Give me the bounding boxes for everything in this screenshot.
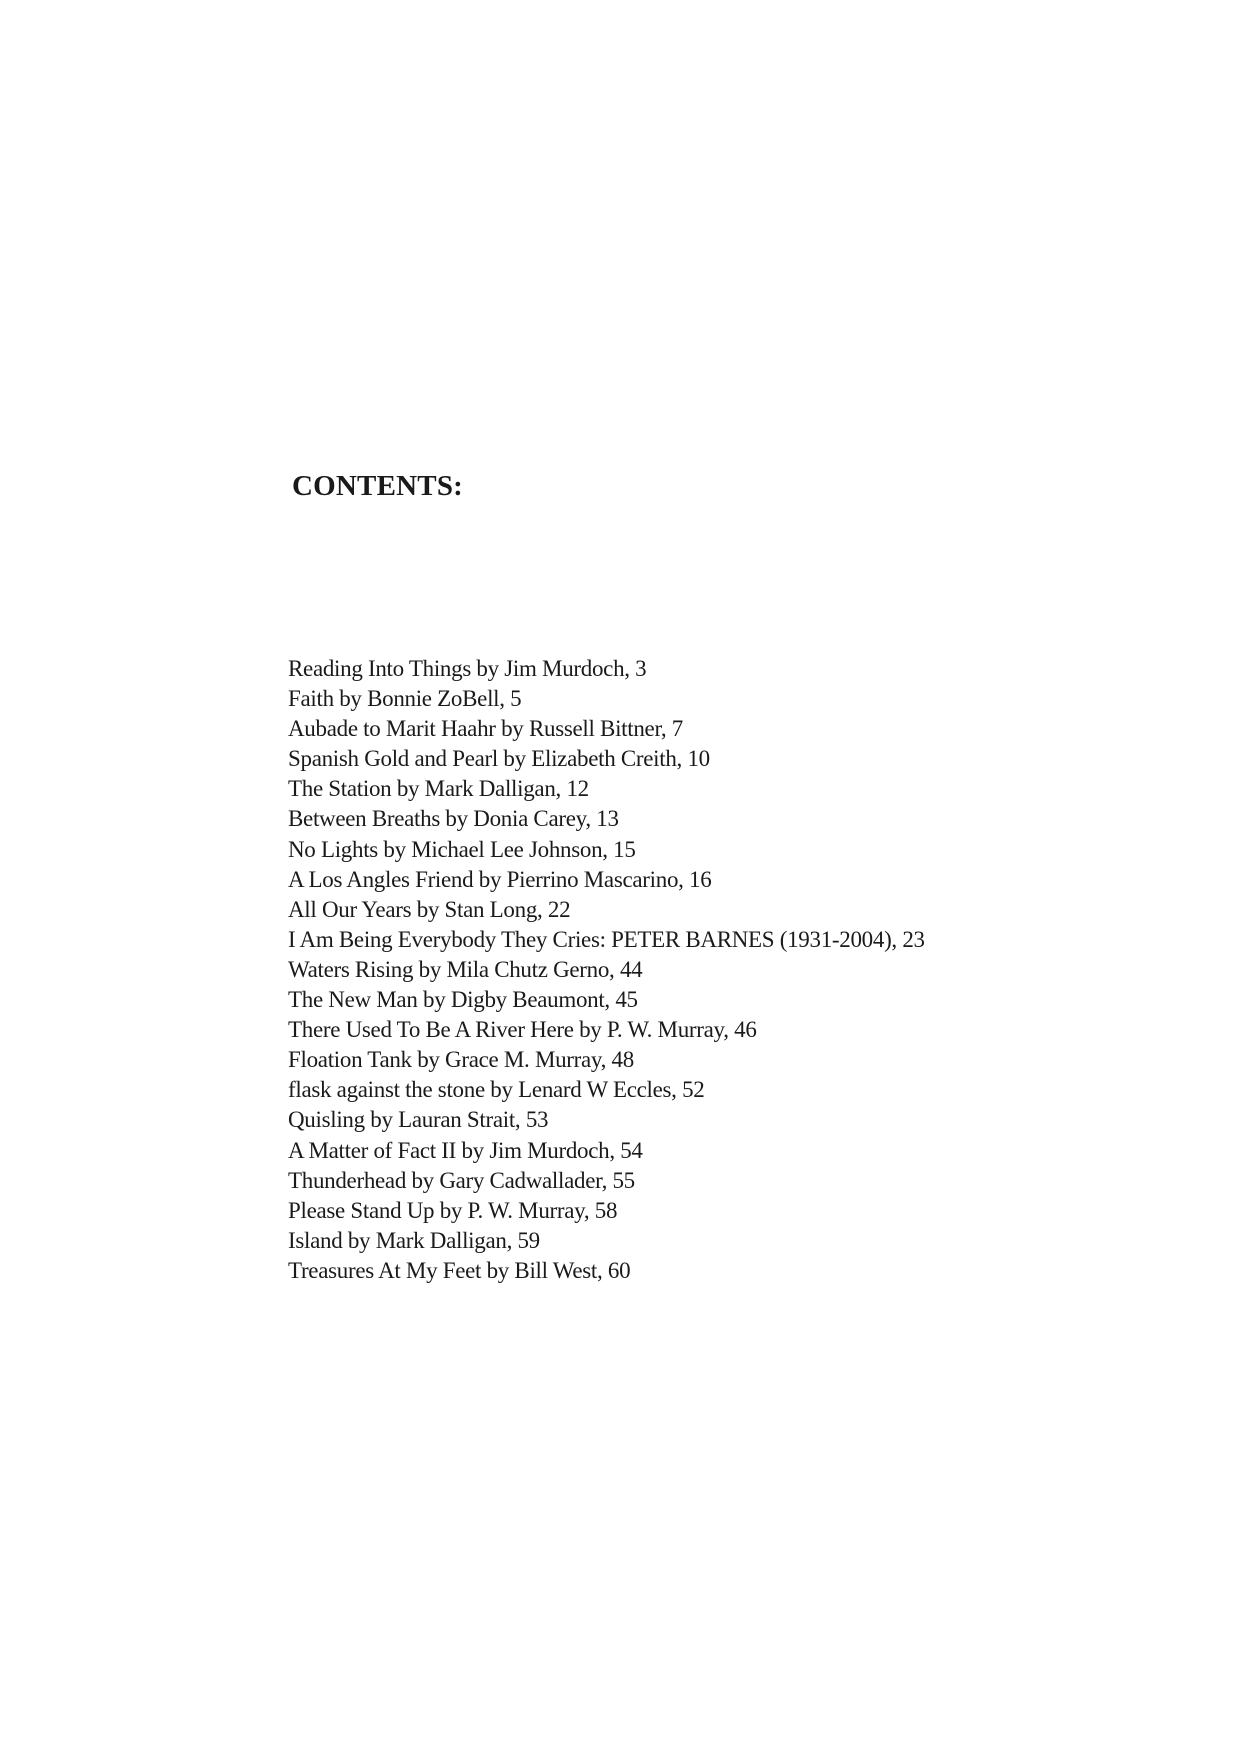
contents-list xyxy=(288,654,1168,1286)
contents-entry: Thunderhead by Gary Cadwallader, 55 xyxy=(288,1167,635,1193)
contents-entry: Quisling by Lauran Strait, 53 xyxy=(288,1107,549,1133)
contents-entry: The New Man by Digby Beaumont, 45 xyxy=(288,987,638,1013)
contents-entry: Please Stand Up by P. W. Murray, 58 xyxy=(288,1197,618,1223)
contents-entry: No Lights by Michael Lee Johnson, 15 xyxy=(288,836,636,862)
contents-entry: Reading Into Things by Jim Murdoch, 3 xyxy=(288,656,647,681)
contents-entry: The Station by Mark Dalligan, 12 xyxy=(288,776,589,802)
contents-entry: Faith by Bonnie ZoBell, 5 xyxy=(288,686,522,712)
contents-entry: There Used To Be A River Here by P. W. Murray, 46 xyxy=(288,1017,757,1043)
contents-entry: flask against the stone by Lenard W Eccles, 52 xyxy=(288,1077,705,1103)
contents-entry: Between Breaths by Donia Carey, 13 xyxy=(288,806,619,832)
contents-entry: A Matter of Fact II by Jim Murdoch, 54 xyxy=(288,1137,643,1163)
contents-entry: Island by Mark Dalligan, 59 xyxy=(288,1227,540,1253)
contents-entry: A Los Angles Friend by Pierrino Mascarino, 16 xyxy=(288,866,712,892)
contents-heading: CONTENTS: xyxy=(292,470,463,502)
contents-entry: Treasures At My Feet by Bill West, 60 xyxy=(288,1257,631,1283)
contents-entry: Aubade to Marit Haahr by Russell Bittner, 7 xyxy=(288,716,683,742)
contents-entry: Waters Rising by Mila Chutz Gerno, 44 xyxy=(288,956,643,982)
contents-entry: Spanish Gold and Pearl by Elizabeth Creith, 10 xyxy=(288,746,710,772)
contents-entry: I Am Being Everybody They Cries: PETER BARNES (1931-2004), 23 xyxy=(288,926,925,952)
contents-entry: Floation Tank by Grace M. Murray, 48 xyxy=(288,1047,634,1073)
contents-entry: All Our Years by Stan Long, 22 xyxy=(288,896,571,922)
